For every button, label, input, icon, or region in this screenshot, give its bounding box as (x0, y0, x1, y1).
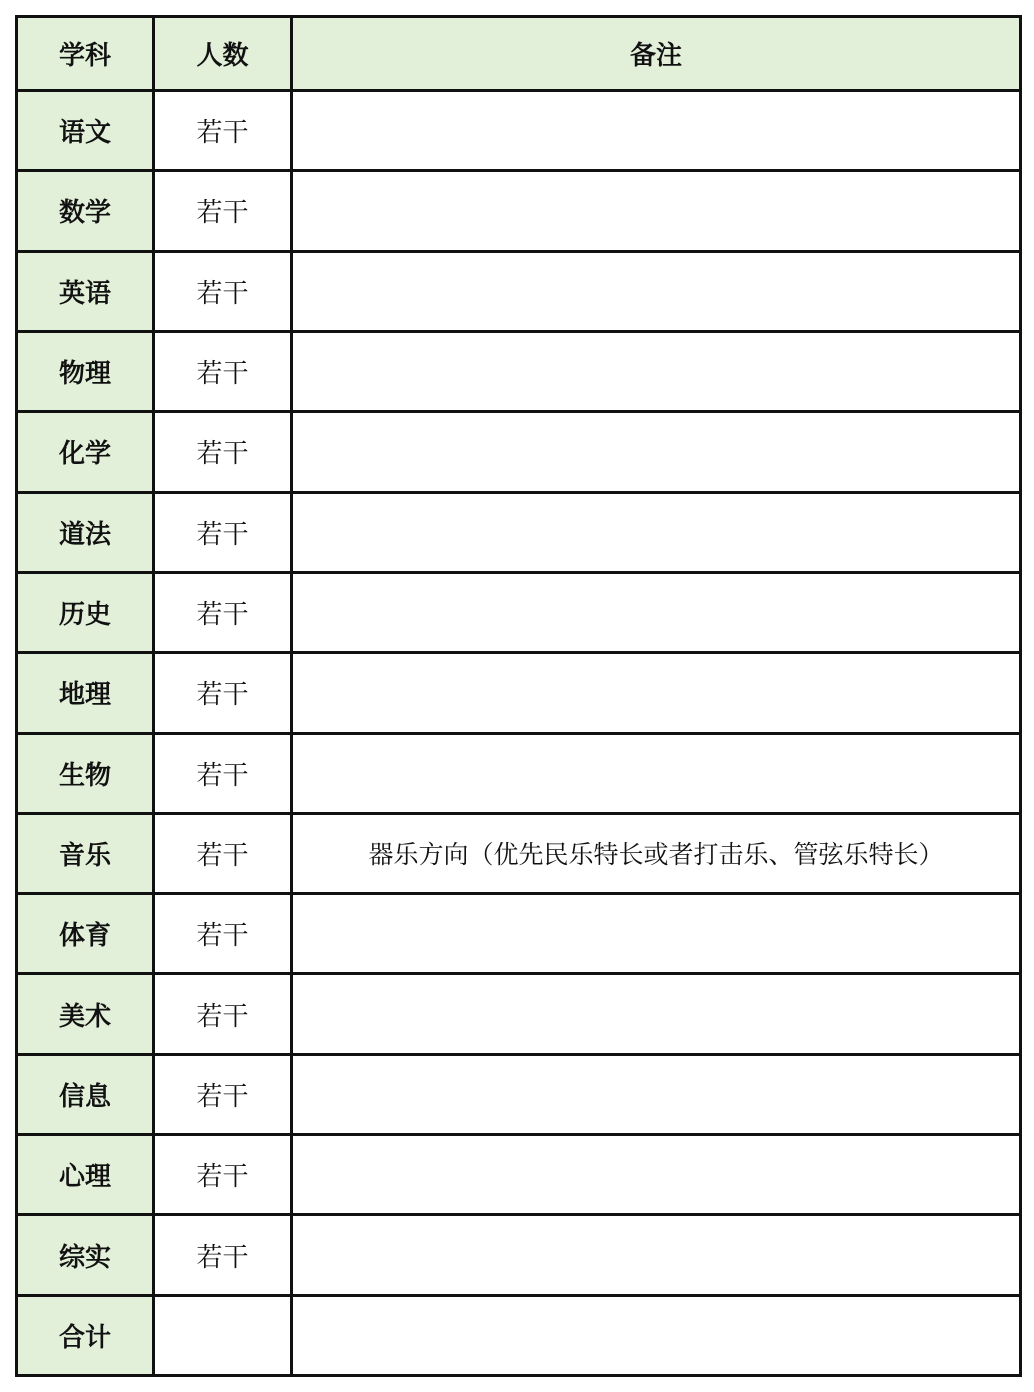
table-row (17, 331, 1021, 411)
table-body (17, 91, 1021, 1376)
note-cell (292, 251, 1021, 331)
subject-cell: 地理 (17, 653, 154, 733)
total-count-cell (154, 1295, 292, 1375)
table-row (17, 1054, 1021, 1134)
count-cell: 若干 (154, 894, 292, 974)
count-cell: 若干 (154, 1054, 292, 1134)
note-cell (292, 894, 1021, 974)
note-cell (292, 1215, 1021, 1295)
count-cell: 若干 (154, 733, 292, 813)
table-row (17, 974, 1021, 1054)
subject-cell: 化学 (17, 412, 154, 492)
note-cell (292, 412, 1021, 492)
count-cell: 若干 (154, 572, 292, 652)
note-cell (292, 331, 1021, 411)
note-cell (292, 974, 1021, 1054)
subject-cell: 综实 (17, 1215, 154, 1295)
subject-cell: 体育 (17, 894, 154, 974)
note-cell (292, 91, 1021, 171)
total-label-cell: 合计 (17, 1295, 154, 1375)
count-cell: 若干 (154, 91, 292, 171)
table-row (17, 412, 1021, 492)
header-row (17, 17, 1021, 91)
count-cell: 若干 (154, 974, 292, 1054)
note-cell: 器乐方向（优先民乐特长或者打击乐、管弦乐特长） (292, 813, 1021, 893)
table-row (17, 251, 1021, 331)
subject-cell: 信息 (17, 1054, 154, 1134)
header-subject: 学科 (17, 17, 154, 91)
subject-cell: 心理 (17, 1135, 154, 1215)
table-row (17, 813, 1021, 893)
count-cell: 若干 (154, 1215, 292, 1295)
header-count: 人数 (154, 17, 292, 91)
count-cell: 若干 (154, 412, 292, 492)
subject-cell: 音乐 (17, 813, 154, 893)
subject-cell: 英语 (17, 251, 154, 331)
note-cell (292, 171, 1021, 251)
note-cell (292, 733, 1021, 813)
table-row (17, 894, 1021, 974)
count-cell: 若干 (154, 251, 292, 331)
subject-staffing-table (15, 15, 1022, 1377)
note-cell (292, 653, 1021, 733)
subject-cell: 物理 (17, 331, 154, 411)
table-row (17, 653, 1021, 733)
table-row (17, 1135, 1021, 1215)
total-row (17, 1295, 1021, 1375)
table-row (17, 492, 1021, 572)
table-row (17, 572, 1021, 652)
total-note-cell (292, 1295, 1021, 1375)
subject-cell: 美术 (17, 974, 154, 1054)
table-row (17, 91, 1021, 171)
subject-cell: 生物 (17, 733, 154, 813)
count-cell: 若干 (154, 813, 292, 893)
count-cell: 若干 (154, 1135, 292, 1215)
subject-cell: 语文 (17, 91, 154, 171)
subject-cell: 历史 (17, 572, 154, 652)
table-row (17, 171, 1021, 251)
note-cell (292, 572, 1021, 652)
count-cell: 若干 (154, 653, 292, 733)
table-header (17, 17, 1021, 91)
note-cell (292, 1135, 1021, 1215)
note-cell (292, 492, 1021, 572)
header-note: 备注 (292, 17, 1021, 91)
table-row (17, 1215, 1021, 1295)
count-cell: 若干 (154, 331, 292, 411)
count-cell: 若干 (154, 492, 292, 572)
note-cell (292, 1054, 1021, 1134)
count-cell: 若干 (154, 171, 292, 251)
subject-cell: 数学 (17, 171, 154, 251)
table-row (17, 733, 1021, 813)
subject-cell: 道法 (17, 492, 154, 572)
